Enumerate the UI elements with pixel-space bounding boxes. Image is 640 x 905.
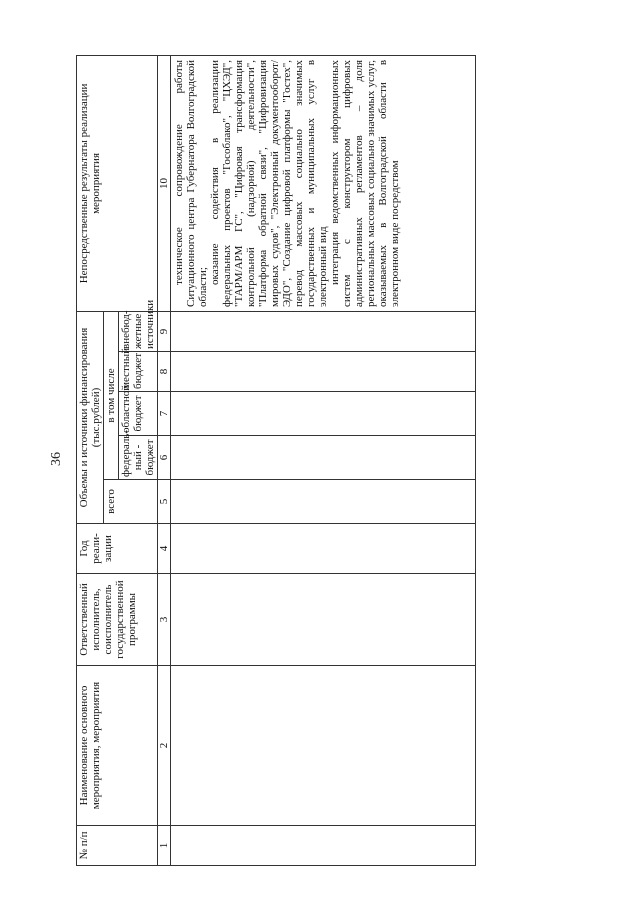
header-financing: Объемы и источники финансирования (тыс.рублей) xyxy=(77,311,104,523)
column-number: 1 xyxy=(158,826,171,866)
header-including: в том числе xyxy=(104,311,119,479)
column-number: 10 xyxy=(158,55,171,311)
header-year: Год реали- зации xyxy=(77,524,158,574)
header-federal: федераль- ный - бюджет xyxy=(119,436,158,480)
cell-year xyxy=(171,524,476,574)
cell-local xyxy=(171,352,476,392)
cell-responsible xyxy=(171,574,476,666)
cell-results xyxy=(171,55,476,311)
column-number: 4 xyxy=(158,524,171,574)
cell-federal xyxy=(171,436,476,480)
results-paragraph: оказание содействия в реализации федеральных проектов "Гособлако", "ЦХЭД", "ТАРМ/АРМ ГС", "Цифровая трансформация контрольной (надзорной) деятельности", "Платформа обратной связи", "Цифровизация мировых судов", "Электронный документооборот/ЭДО", "Создание цифровой платформы "Гостех", перевод массовых социально значимых государственных и муниципальных услуг в электронный вид xyxy=(209,59,329,307)
column-number: 6 xyxy=(158,436,171,480)
header-local: местный бюджет xyxy=(119,352,158,392)
cell-activity-name xyxy=(171,666,476,826)
column-number: 7 xyxy=(158,392,171,436)
header-responsible: Ответственный исполнитель, соисполнитель государственной программы xyxy=(77,574,158,666)
column-number: 2 xyxy=(158,666,171,826)
column-number: 9 xyxy=(158,311,171,351)
cell-extrabudget xyxy=(171,311,476,351)
header-results: Непосредственные результаты реализации мероприятия xyxy=(77,55,158,311)
header-regional: областной бюджет xyxy=(119,392,158,436)
column-number: 3 xyxy=(158,574,171,666)
header-row-1 xyxy=(77,55,104,865)
cell-regional xyxy=(171,392,476,436)
results-paragraph: интеграция ведомственных информационных систем с конструктором цифровых административных регламентов – доля региональных массовых социально значимых услуг, оказываемых в Волгоградской области в электронном виде посредством xyxy=(329,59,401,307)
header-activity-name: Наименование основного мероприятия, мероприятия xyxy=(77,666,158,826)
results-paragraph: техническое сопровождение работы Ситуационного центра Губернатора Волгоградской области; xyxy=(173,59,209,307)
page-number: 36 xyxy=(49,452,64,466)
table-row xyxy=(171,55,476,865)
column-number: 8 xyxy=(158,352,171,392)
header-number: № п/п xyxy=(77,826,158,866)
header-total: всего xyxy=(104,480,158,524)
financing-table xyxy=(76,55,476,866)
cell-total xyxy=(171,480,476,524)
header-extrabudget: внебюд- жетные источники xyxy=(119,311,158,351)
cell-number xyxy=(171,826,476,866)
column-number-row xyxy=(158,55,171,865)
rotated-table-wrapper xyxy=(76,56,526,866)
column-number: 5 xyxy=(158,480,171,524)
